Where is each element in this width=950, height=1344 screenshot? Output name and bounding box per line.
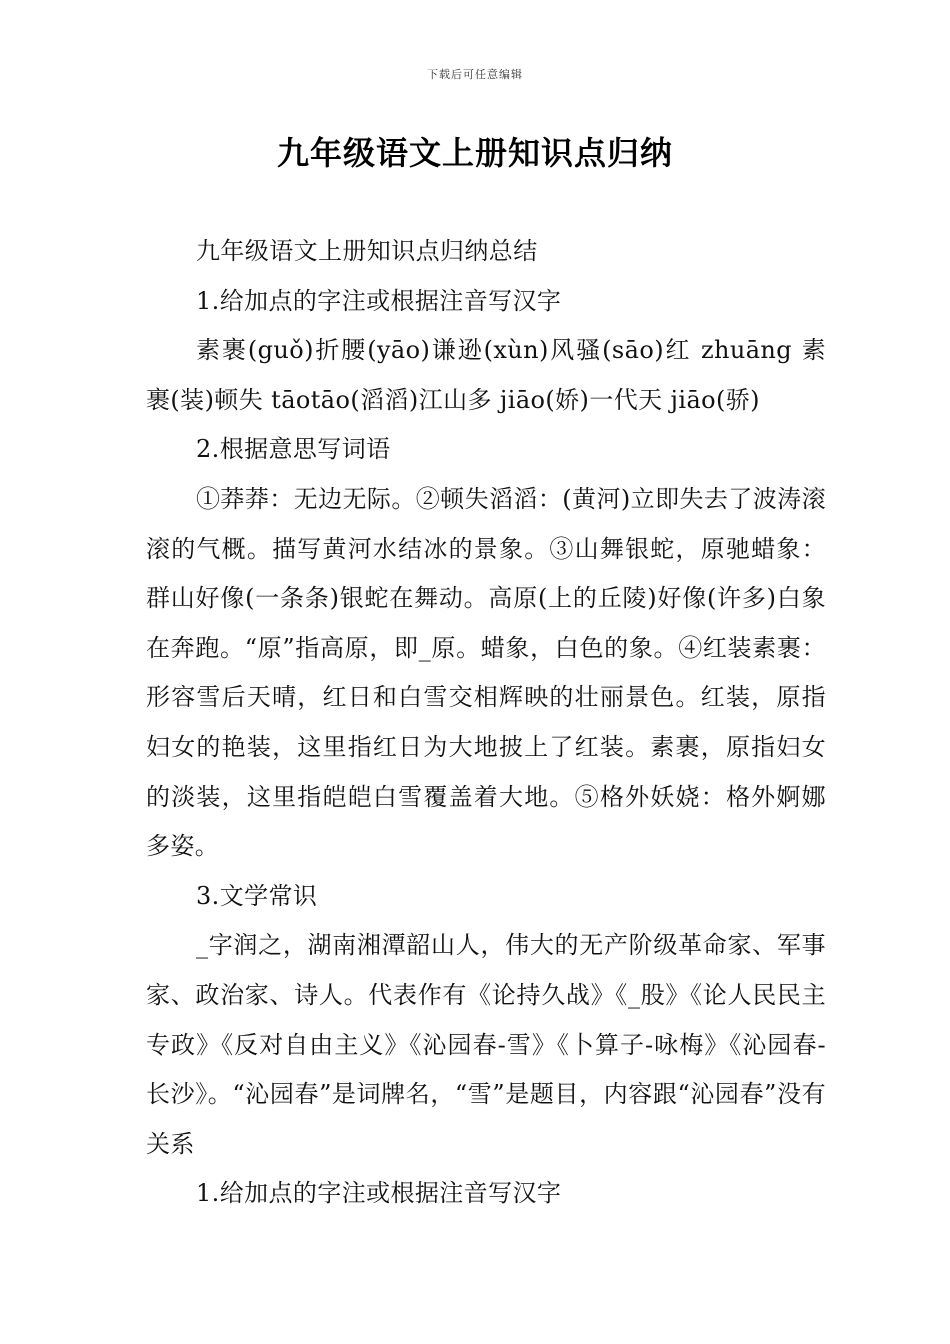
document-title: 九年级语文上册知识点归纳: [276, 134, 673, 172]
paragraph-pinyin-list: 素裹(guǒ)折腰(yāo)谦逊(xùn)风骚(sāo)红 zhuāng 素裹(装)顿失 tāotāo(滔滔)江山多 jiāo(娇)一代天 jiāo(骄): [146, 336, 826, 414]
paragraph-word-meanings: ①莽莽：无边无际。②顿失滔滔：(黄河)立即失去了波涛滚滚的气概。描写黄河水结冰的景象。③山舞银蛇，原驰蜡象：群山好像(一条条)银蛇在舞动。高原(上的丘陵)好像(许多)白象在奔跑。“原”指高原，即_原。蜡象，白色的象。④红装素裹：形容雪后天晴，红日和白雪交相辉映的壮丽景色。红装，原指妇女的艳装，这里指红日为大地披上了红装。素裹，原指妇女的淡装，这里指皑皑白雪覆盖着大地。⑤格外妖娆：格外婀娜多姿。: [146, 484, 826, 861]
paragraph-summary-heading: 九年级语文上册知识点归纳总结: [196, 237, 538, 265]
paragraph-section-1-heading: 1.给加点的字注或根据注音写汉字: [196, 286, 562, 315]
header-note: 下载后可任意编辑: [427, 68, 523, 81]
paragraph-literary-knowledge: _字润之，湖南湘潭韶山人，伟大的无产阶级革命家、军事家、政治家、诗人。代表作有《论持久战》《_股》《论人民民主专政》《反对自由主义》《沁园春-雪》《卜算子-咏梅》《沁园春-长沙》。“沁园春”是词牌名，“雪”是题目，内容跟“沁园春”没有关系: [146, 931, 826, 1158]
document-body: [146, 227, 826, 1219]
paragraph-section-2-heading: 2.根据意思写词语: [196, 435, 391, 464]
paragraph-section-3-heading: 3.文学常识: [196, 881, 318, 910]
paragraph-section-1-heading-repeat: 1.给加点的字注或根据注音写汉字: [196, 1179, 562, 1208]
